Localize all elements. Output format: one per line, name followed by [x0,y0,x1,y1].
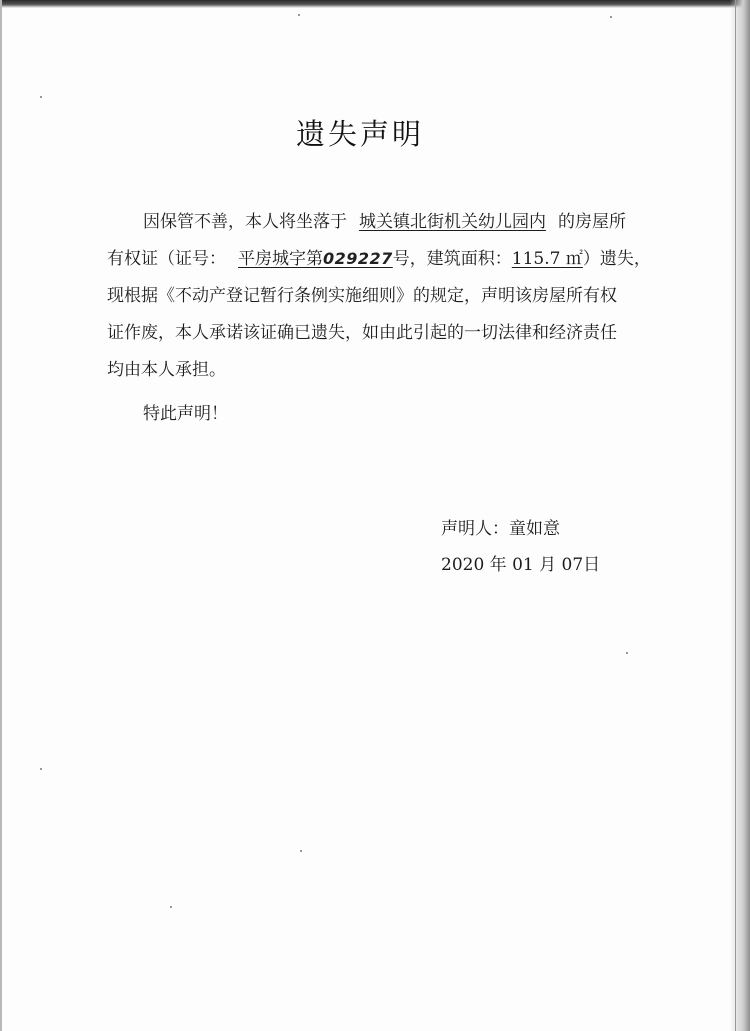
body-line-5: 均由本人承担。 [107,360,226,380]
date-year: 2020 [441,555,485,575]
scan-right-edge [735,0,736,1031]
body-line-1 [143,207,626,232]
body-line-3: 现根据《不动产登记暂行条例实施细则》的规定，声明该房屋所有权 [107,286,617,306]
scan-speck [300,850,302,852]
building-area: 115.7 ㎡ [511,249,583,269]
certificate-handwritten-number: 029227 [323,249,393,268]
closing-statement: 特此声明！ [143,404,228,424]
scan-speck [170,906,172,908]
body-text: 本人将坐落于 [245,212,347,232]
body-text: 有权证（证号： [107,249,226,269]
declarant-name: 童如意 [509,519,560,539]
date-day: 07 [561,555,584,575]
scan-speck [610,16,612,18]
date-year-unit: 年 [489,555,507,575]
scan-top-edge [0,0,750,8]
body-line-2 [107,244,651,269]
body-line-4: 证作废，本人承诺该证确已遗失，如由此引起的一切法律和经济责任 [107,323,617,343]
body-text: 的房屋所 [558,212,626,232]
scan-speck [40,768,42,770]
property-location: 城关镇北街机关幼儿园内 [359,212,546,232]
scan-speck [298,14,300,16]
declarant-line [441,514,560,539]
scan-speck [626,652,628,654]
body-text: ）遗失， [582,249,651,269]
date-month-unit: 月 [539,555,557,575]
scan-right-shadow [730,0,750,1031]
date-month: 01 [512,555,534,575]
body-text: 号，建筑面积： [392,249,512,269]
declarant-label: 声明人： [441,519,509,539]
scan-speck [40,96,42,98]
certificate-prefix: 平房城字第 [238,249,323,269]
date-day-unit: 日 [583,555,601,575]
declaration-date [441,550,600,575]
document-title: 遗失声明 [295,117,424,151]
scan-left-edge [0,0,2,1031]
certificate-number [226,249,393,269]
body-text: 因保管不善， [143,212,245,232]
